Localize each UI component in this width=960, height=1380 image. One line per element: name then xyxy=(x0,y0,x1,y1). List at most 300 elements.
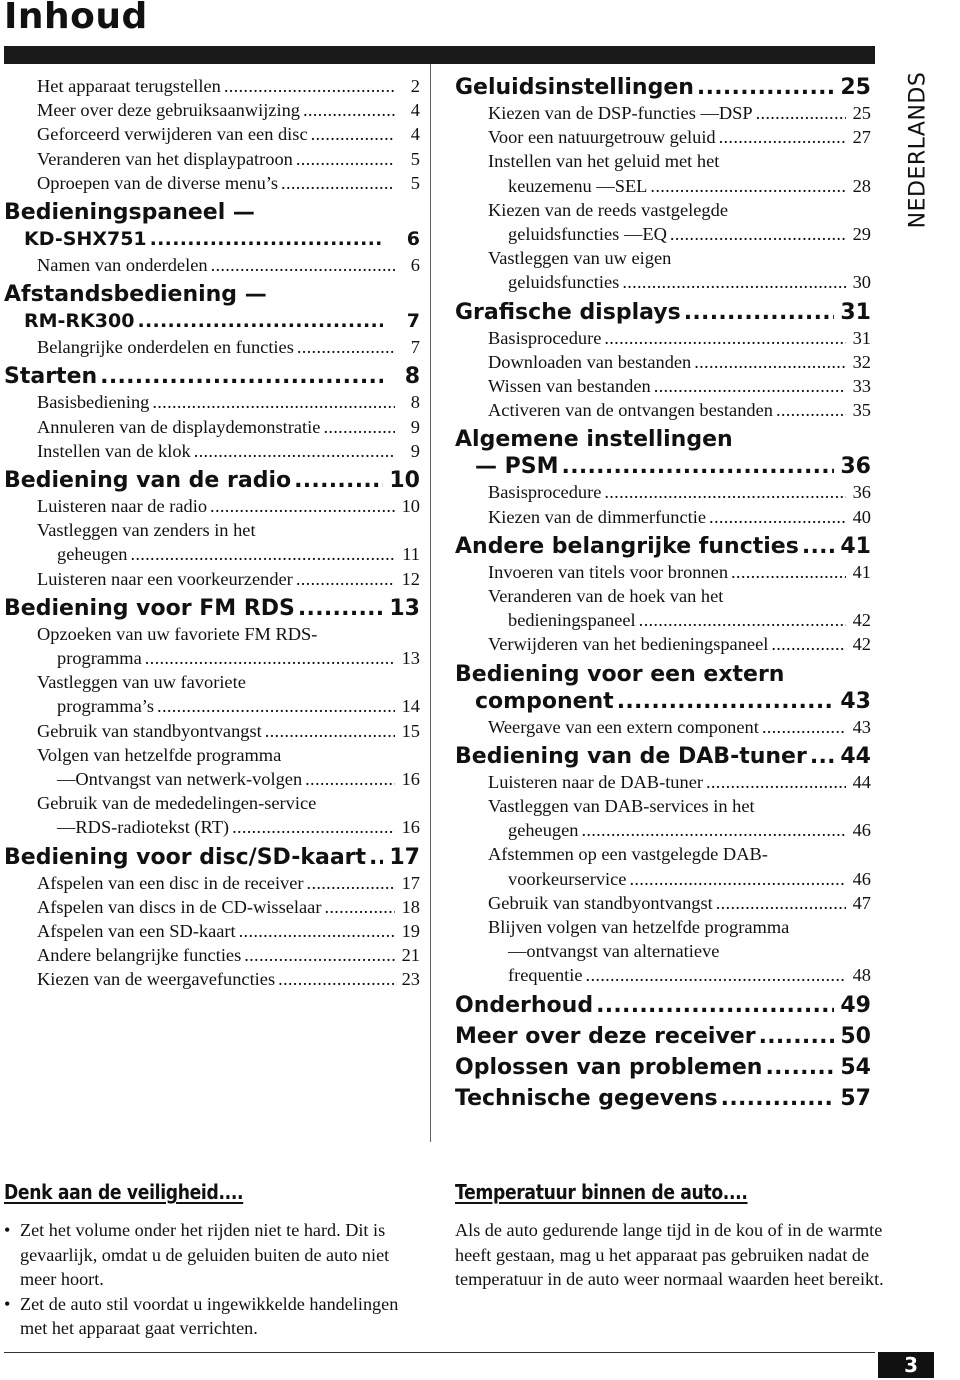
page-ref: 10 xyxy=(389,468,420,494)
page-ref: 57 xyxy=(840,1085,871,1111)
toc-row xyxy=(4,415,420,439)
dot-leader xyxy=(719,125,846,149)
dot-leader xyxy=(297,335,395,359)
toc-entry xyxy=(4,895,420,919)
page-ref: 13 xyxy=(389,595,420,621)
toc-row xyxy=(455,743,871,770)
page-ref: 40 xyxy=(852,506,871,527)
dot-leader xyxy=(305,767,395,791)
page-ref: 46 xyxy=(852,868,871,889)
dot-leader xyxy=(706,770,846,794)
page-ref: 5 xyxy=(410,148,420,169)
safety-note-heading: Denk aan de veiligheid.... xyxy=(4,1180,244,1204)
toc-row xyxy=(4,335,420,359)
safety-bullet-text: Zet het volume onder het rijden niet te hard. Dit is gevaarlijk, omdat u de geluiden buiten de auto niet meer hoort. xyxy=(20,1220,390,1289)
toc-row xyxy=(455,1085,871,1112)
toc-section xyxy=(4,595,420,622)
toc-left-column xyxy=(4,74,420,992)
dot-leader xyxy=(265,719,395,743)
toc-row xyxy=(4,542,420,566)
toc-entry-line: Blijven volgen van hetzelfde programma xyxy=(488,917,790,938)
toc-entry-title: programma’s xyxy=(57,696,155,717)
page-ref: 7 xyxy=(410,337,420,358)
toc-row xyxy=(455,632,871,656)
column-divider xyxy=(430,64,431,1142)
page-ref: 16 xyxy=(401,769,420,790)
toc-entry xyxy=(455,125,871,149)
toc-section-title: Starten xyxy=(4,364,98,390)
toc-entry-title: bedieningspaneel xyxy=(508,610,636,631)
toc-section-title: Bediening voor disc/SD-kaart xyxy=(4,844,367,870)
dot-leader xyxy=(709,505,846,529)
toc-section xyxy=(455,426,871,480)
page-ref: 15 xyxy=(401,720,420,741)
page-ref: 4 xyxy=(410,124,420,145)
toc-entry-line: Afstemmen op een vastgelegde DAB- xyxy=(488,844,768,865)
toc-row xyxy=(4,719,420,743)
toc-section xyxy=(4,844,420,871)
toc-section-line: Bedieningspaneel — xyxy=(4,200,255,226)
toc-row xyxy=(4,967,420,991)
toc-entry xyxy=(4,919,420,943)
dot-leader xyxy=(721,1085,834,1112)
toc-entry-title: Activeren van de ontvangen bestanden xyxy=(488,400,773,421)
toc-entry xyxy=(455,770,871,794)
dot-leader xyxy=(622,270,846,294)
toc-row xyxy=(4,171,420,195)
toc-entry-title: Meer over deze gebruiksaanwijzing xyxy=(37,100,300,121)
toc-entry xyxy=(4,147,420,171)
toc-entry-title: Voor een natuurgetrouw geluid xyxy=(488,127,716,148)
toc-entry xyxy=(4,743,420,791)
toc-entry xyxy=(4,719,420,743)
dot-leader xyxy=(639,608,846,632)
toc-row xyxy=(455,350,871,374)
page-ref: 27 xyxy=(852,127,871,148)
toc-entry xyxy=(455,794,871,842)
toc-row xyxy=(4,646,420,670)
toc-row xyxy=(455,1023,871,1050)
page-ref: 17 xyxy=(401,872,420,893)
dot-leader xyxy=(307,871,395,895)
toc-entry xyxy=(4,98,420,122)
toc-entry xyxy=(4,74,420,98)
language-tab xyxy=(896,70,940,230)
page-ref: 41 xyxy=(852,561,871,582)
page-ref: 43 xyxy=(840,688,871,714)
toc-section-title: Geluidsinstellingen xyxy=(455,75,694,100)
toc-entry xyxy=(455,198,871,246)
dot-leader xyxy=(303,98,395,122)
page-ref: 47 xyxy=(852,892,871,913)
toc-section-title: Onderhoud xyxy=(455,992,594,1018)
dot-leader xyxy=(323,415,395,439)
toc-section-title: Oplossen van problemen xyxy=(455,1054,763,1080)
page-ref: 54 xyxy=(840,1054,871,1080)
page-ref: 8 xyxy=(404,364,420,390)
toc-section xyxy=(4,467,420,494)
toc-section xyxy=(455,1054,871,1081)
toc-entry-line: Vastleggen van uw favoriete xyxy=(37,672,246,693)
toc-entry-title: Belangrijke onderdelen en functies xyxy=(37,337,294,358)
toc-row xyxy=(4,439,420,463)
toc-entry-title: Gebruik van standbyontvangst xyxy=(37,720,262,741)
page-ref: 21 xyxy=(401,945,420,966)
toc-entry-title: frequentie xyxy=(508,965,583,986)
toc-entry xyxy=(4,670,420,718)
page-ref: 28 xyxy=(852,175,871,196)
toc-row xyxy=(455,560,871,584)
toc-row xyxy=(4,98,420,122)
dot-leader xyxy=(150,226,383,253)
toc-entry-title: Oproepen van de diverse menu’s xyxy=(37,172,279,193)
toc-entry-line: Opzoeken van uw favoriete FM RDS- xyxy=(37,623,318,644)
dot-leader xyxy=(697,74,834,101)
toc-row xyxy=(4,226,420,253)
toc-entry-title: Instellen van de klok xyxy=(37,440,191,461)
toc-row xyxy=(455,992,871,1019)
toc-entry-title: Wissen van bestanden xyxy=(488,376,651,397)
temperature-note xyxy=(455,1180,885,1292)
toc-row xyxy=(455,963,871,987)
dot-leader xyxy=(650,174,846,198)
toc-section xyxy=(455,1085,871,1112)
toc-entry-title: Luisteren naar de radio xyxy=(37,496,208,517)
toc-entry xyxy=(455,480,871,504)
toc-row xyxy=(4,567,420,591)
page-ref: 30 xyxy=(852,272,871,293)
page-title: Inhoud xyxy=(4,0,148,37)
page-ref: 17 xyxy=(389,844,420,870)
page-ref: 8 xyxy=(410,392,420,413)
temperature-note-text: Als de auto gedurende lange tijd in de kou of in de warmte heeft gestaan, mag u het apparaat pas gebruiken nadat de temperatuur in de auto weer normaal waarden heet bereikt. xyxy=(455,1220,884,1289)
page-ref: 46 xyxy=(852,820,871,841)
page-ref: 44 xyxy=(840,743,871,769)
page-ref: 32 xyxy=(852,351,871,372)
page-ref: 5 xyxy=(410,172,420,193)
toc-entry xyxy=(455,149,871,197)
toc-section-line: Algemene instellingen xyxy=(455,427,733,453)
toc-entry xyxy=(455,915,871,988)
toc-section-title: component xyxy=(475,688,614,714)
dot-leader xyxy=(224,74,395,98)
toc-section-title: — PSM xyxy=(475,454,559,480)
toc-entry-title: Andere belangrijke functies xyxy=(37,945,242,966)
toc-entry-line: Gebruik van de mededelingen-service xyxy=(37,793,317,814)
toc-entry-title: voorkeurservice xyxy=(508,868,627,889)
dot-leader xyxy=(771,632,846,656)
toc-section xyxy=(455,533,871,560)
toc-section-line: Bediening voor een extern xyxy=(455,661,785,687)
toc-row xyxy=(4,895,420,919)
dot-leader xyxy=(194,439,395,463)
dot-leader xyxy=(810,743,834,770)
dot-leader xyxy=(137,308,383,335)
page-ref: 9 xyxy=(410,440,420,461)
page-ref: 12 xyxy=(401,568,420,589)
toc-entry-line: Vastleggen van uw eigen xyxy=(488,248,672,269)
page-ref: 16 xyxy=(401,817,420,838)
toc-row xyxy=(455,608,871,632)
dot-leader xyxy=(776,398,846,422)
toc-section xyxy=(455,74,871,101)
toc-entry xyxy=(455,326,871,350)
toc-section xyxy=(4,199,420,253)
toc-entry-title: programma xyxy=(57,648,142,669)
toc-row xyxy=(455,299,871,326)
dot-leader xyxy=(716,891,846,915)
dot-leader xyxy=(694,350,846,374)
page-ref: 42 xyxy=(852,634,871,655)
toc-section-title: RM-RK300 xyxy=(24,310,135,333)
toc-row xyxy=(455,867,871,891)
toc-row xyxy=(4,919,420,943)
toc-row xyxy=(4,844,420,871)
toc-entry-line: Vastleggen van DAB-services in het xyxy=(488,796,755,817)
page-ref: 29 xyxy=(852,224,871,245)
toc-entry-title: geheugen xyxy=(508,820,579,841)
dot-leader xyxy=(581,818,846,842)
toc-row xyxy=(455,125,871,149)
toc-row xyxy=(455,818,871,842)
page-ref: 25 xyxy=(852,103,871,123)
page-ref: 6 xyxy=(406,228,420,251)
toc-entry xyxy=(455,101,871,125)
toc-row xyxy=(455,374,871,398)
dot-leader xyxy=(281,171,395,195)
toc-entry-title: Kiezen van de dimmerfunctie xyxy=(488,506,707,527)
safety-bullet: • Zet het volume onder het rijden niet te hard. Dit is gevaarlijk, omdat u de geluiden buiten de auto niet meer hoort. xyxy=(4,1218,422,1292)
toc-entry xyxy=(4,415,420,439)
toc-entry xyxy=(4,494,420,518)
page-ref: 50 xyxy=(840,1023,871,1049)
page-number: 3 xyxy=(878,1352,934,1378)
dot-leader xyxy=(762,715,846,739)
dot-leader xyxy=(586,963,846,987)
page-ref: 10 xyxy=(401,496,420,517)
toc-row xyxy=(455,1054,871,1081)
toc-entry-title: Downloaden van bestanden xyxy=(488,351,692,372)
toc-row xyxy=(4,308,420,335)
toc-entry xyxy=(4,122,420,146)
toc-row xyxy=(455,480,871,504)
toc-row xyxy=(455,688,871,715)
toc-entry-line: Instellen van het geluid met het xyxy=(488,151,720,172)
dot-leader xyxy=(562,453,834,480)
toc-entry xyxy=(455,584,871,632)
toc-entry-title: —Ontvangst van netwerk-volgen xyxy=(57,769,303,790)
toc-entry xyxy=(455,350,871,374)
page-ref: 48 xyxy=(852,965,871,986)
toc-row xyxy=(455,326,871,350)
page-ref: 18 xyxy=(401,896,420,917)
page-ref: 9 xyxy=(410,416,420,437)
toc-row xyxy=(455,453,871,480)
dot-leader xyxy=(802,533,834,560)
toc-entry-title: Luisteren naar de DAB-tuner xyxy=(488,771,703,792)
toc-entry xyxy=(4,871,420,895)
toc-section xyxy=(455,1023,871,1050)
toc-row xyxy=(455,398,871,422)
toc-entry-title: Afspelen van discs in de CD-wisselaar xyxy=(37,896,322,917)
page-ref: 19 xyxy=(401,921,420,942)
toc-row xyxy=(4,767,420,791)
toc-row xyxy=(4,943,420,967)
footer-rule xyxy=(4,1352,875,1353)
toc-section-title: Technische gegevens xyxy=(455,1085,718,1111)
page-ref: 41 xyxy=(840,533,871,559)
header-bar xyxy=(4,46,875,64)
toc-entry-title: Gebruik van standbyontvangst xyxy=(488,892,713,913)
toc-entry-title: Basisprocedure xyxy=(488,482,602,503)
toc-section-title: Bediening van de radio xyxy=(4,468,292,494)
toc-row xyxy=(455,101,871,125)
toc-entry-line: Kiezen van de reeds vastgelegde xyxy=(488,199,728,220)
toc-row xyxy=(4,467,420,494)
dot-leader xyxy=(298,595,383,622)
dot-leader xyxy=(294,467,383,494)
toc-entry-title: geluidsfuncties —EQ xyxy=(508,224,667,245)
toc-entry-title: Afspelen van een SD-kaart xyxy=(37,921,236,942)
dot-leader xyxy=(145,646,395,670)
dot-leader xyxy=(296,147,395,171)
toc-entry-title: Kiezen van de DSP-functies —DSP xyxy=(488,103,753,123)
toc-row xyxy=(455,222,871,246)
toc-entry-title: Kiezen van de weergavefuncties xyxy=(37,969,276,990)
dot-leader xyxy=(684,299,834,326)
dot-leader xyxy=(765,1054,834,1081)
toc-entry-title: Luisteren naar een voorkeurzender xyxy=(37,568,293,589)
dot-leader xyxy=(278,967,395,991)
toc-row xyxy=(455,770,871,794)
page-ref: 44 xyxy=(852,771,871,792)
toc-entry-title: Geforceerd verwijderen van een disc xyxy=(37,124,308,145)
page-ref: 31 xyxy=(852,327,871,348)
toc-section-title: Andere belangrijke functies xyxy=(455,533,799,559)
page-ref: 31 xyxy=(840,299,871,325)
temperature-note-heading: Temperatuur binnen de auto.... xyxy=(455,1180,748,1204)
toc-entry xyxy=(455,560,871,584)
toc-entry-title: Basisprocedure xyxy=(488,327,602,348)
toc-entry xyxy=(4,439,420,463)
toc-entry-title: keuzemenu —SEL xyxy=(508,175,648,196)
toc-entry xyxy=(4,253,420,277)
page-ref: 7 xyxy=(406,310,420,333)
page-ref: 42 xyxy=(852,610,871,631)
toc-right-column xyxy=(455,74,871,1112)
toc-section xyxy=(455,299,871,326)
toc-section-title: KD-SHX751 xyxy=(24,228,147,251)
dot-leader xyxy=(604,480,846,504)
toc-entry xyxy=(4,967,420,991)
toc-section xyxy=(4,363,420,390)
toc-section-line: Afstandsbediening — xyxy=(4,282,267,308)
toc-entry xyxy=(455,715,871,739)
toc-entry xyxy=(4,335,420,359)
toc-entry xyxy=(455,842,871,890)
toc-row xyxy=(455,891,871,915)
toc-entry-title: Veranderen van het displaypatroon xyxy=(37,148,293,169)
dot-leader xyxy=(244,943,395,967)
page-ref: 43 xyxy=(852,716,871,737)
toc-entry xyxy=(455,505,871,529)
dot-leader xyxy=(596,992,834,1019)
page-ref: 14 xyxy=(401,696,420,717)
page-ref: 25 xyxy=(840,75,871,100)
toc-section xyxy=(455,743,871,770)
toc-entry-title: Weergave van een extern component xyxy=(488,716,759,737)
toc-section xyxy=(455,992,871,1019)
dot-leader xyxy=(654,374,846,398)
toc-entry-title: geheugen xyxy=(57,544,128,565)
toc-section-title: Bediening voor FM RDS xyxy=(4,595,295,621)
toc-entry xyxy=(455,398,871,422)
toc-entry-line: Veranderen van de hoek van het xyxy=(488,586,724,607)
page-ref: 13 xyxy=(401,648,420,669)
toc-entry-title: Verwijderen van het bedieningspaneel xyxy=(488,634,769,655)
toc-row xyxy=(455,270,871,294)
toc-section-title: Bediening van de DAB-tuner xyxy=(455,743,807,769)
toc-entry-title: Basisbediening xyxy=(37,392,150,413)
dot-leader xyxy=(296,567,395,591)
dot-leader xyxy=(211,253,395,277)
toc-entry xyxy=(455,891,871,915)
toc-row xyxy=(455,715,871,739)
dot-leader xyxy=(369,844,383,871)
toc-row xyxy=(4,390,420,414)
toc-row xyxy=(4,363,420,390)
toc-entry-title: Het apparaat terugstellen xyxy=(37,76,221,96)
dot-leader xyxy=(731,560,846,584)
toc-row xyxy=(4,74,420,98)
toc-entry-line: —ontvangst van alternatieve xyxy=(508,941,720,962)
dot-leader xyxy=(100,363,383,390)
toc-entry xyxy=(4,943,420,967)
toc-entry-title: Namen van onderdelen xyxy=(37,255,208,276)
toc-entry-title: —RDS-radiotekst (RT) xyxy=(57,817,230,838)
toc-entry-line: Vastleggen van zenders in het xyxy=(37,520,256,541)
toc-entry xyxy=(4,567,420,591)
page-ref: 4 xyxy=(410,100,420,121)
page-ref: 11 xyxy=(402,544,420,565)
toc-row xyxy=(4,694,420,718)
dot-leader xyxy=(604,326,846,350)
page-ref: 33 xyxy=(852,376,871,397)
toc-row xyxy=(455,533,871,560)
page-ref: 49 xyxy=(840,992,871,1018)
toc-entry xyxy=(4,171,420,195)
toc-section-title: Meer over deze receiver xyxy=(455,1023,756,1049)
dot-leader xyxy=(210,494,395,518)
dot-leader xyxy=(311,122,395,146)
dot-leader xyxy=(239,919,395,943)
toc-entry xyxy=(455,374,871,398)
dot-leader xyxy=(157,694,395,718)
toc-row xyxy=(455,174,871,198)
toc-row xyxy=(455,74,871,101)
toc-entry xyxy=(4,622,420,670)
toc-entry xyxy=(4,390,420,414)
toc-section xyxy=(455,661,871,715)
toc-section xyxy=(4,281,420,335)
page-ref: 36 xyxy=(840,454,871,480)
dot-leader xyxy=(232,815,395,839)
toc-entry xyxy=(455,632,871,656)
safety-bullet-text: Zet de auto stil voordat u ingewikkelde handelingen met het apparaat gaat verrichten. xyxy=(20,1293,399,1338)
toc-entry xyxy=(4,791,420,839)
toc-entry-title: geluidsfuncties xyxy=(508,272,620,293)
toc-row xyxy=(4,494,420,518)
